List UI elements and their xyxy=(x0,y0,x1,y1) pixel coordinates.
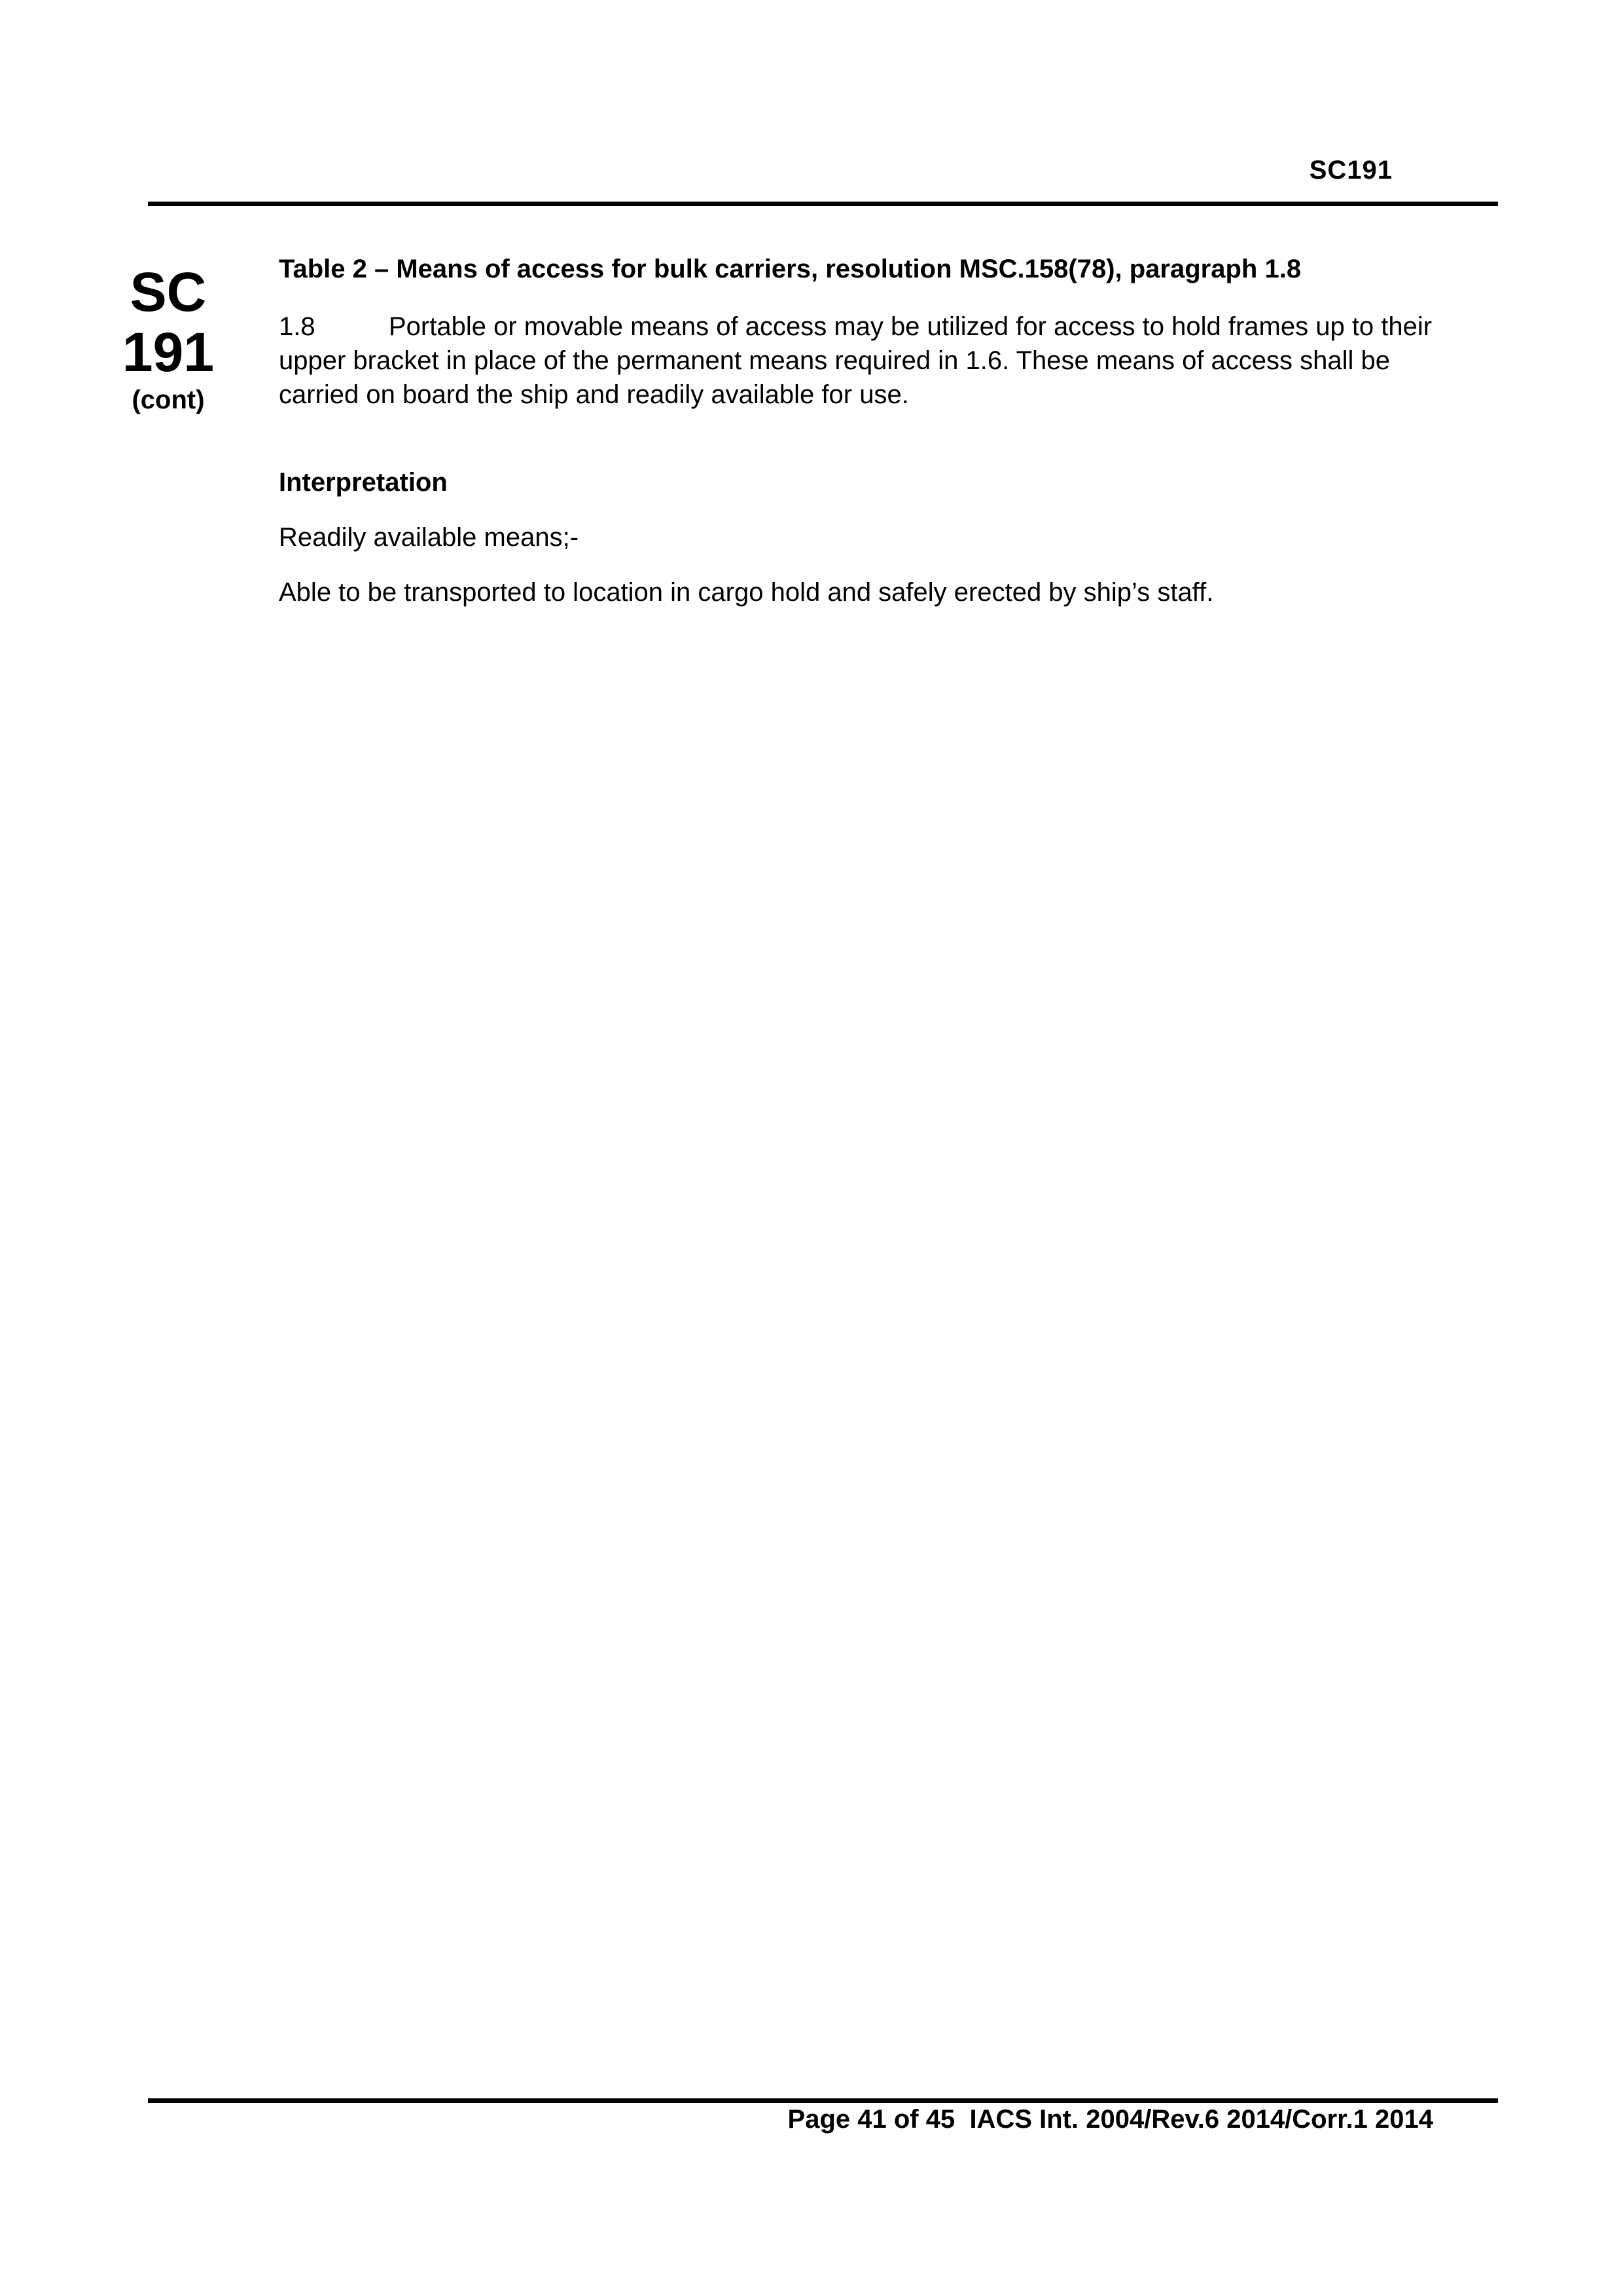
interpretation-text: Able to be transported to location in cargo hold and safely erected by ship’s staff. xyxy=(279,578,1214,607)
header-document-code: SC191 xyxy=(1309,156,1393,185)
header-rule xyxy=(148,202,1498,206)
interpretation-heading: Interpretation xyxy=(279,468,448,497)
side-code-cont: (cont) xyxy=(132,386,205,414)
footer-page-info: Page 41 of 45 IACS Int. 2004/Rev.6 2014/Corr.1 2014 xyxy=(787,2105,1433,2134)
main-content xyxy=(279,252,1457,609)
paragraph-text: Portable or movable means of access may be utilized for access to hold frames up to their upper bracket in place of the permanent means required in 1.6. These means of access shall be carried on board the ship and readily available for use. xyxy=(279,312,1433,409)
side-margin-code xyxy=(119,262,217,416)
interpretation-term: Readily available means;- xyxy=(279,523,579,552)
side-code-line2: 191 xyxy=(122,321,215,383)
table-title: Table 2 – Means of access for bulk carriers, resolution MSC.158(78), paragraph 1.8 xyxy=(279,255,1302,283)
side-code-line1: SC xyxy=(130,261,207,323)
paragraph-1-8 xyxy=(279,310,1457,412)
paragraph-number: 1.8 xyxy=(279,312,315,341)
footer-rule xyxy=(148,2098,1498,2103)
